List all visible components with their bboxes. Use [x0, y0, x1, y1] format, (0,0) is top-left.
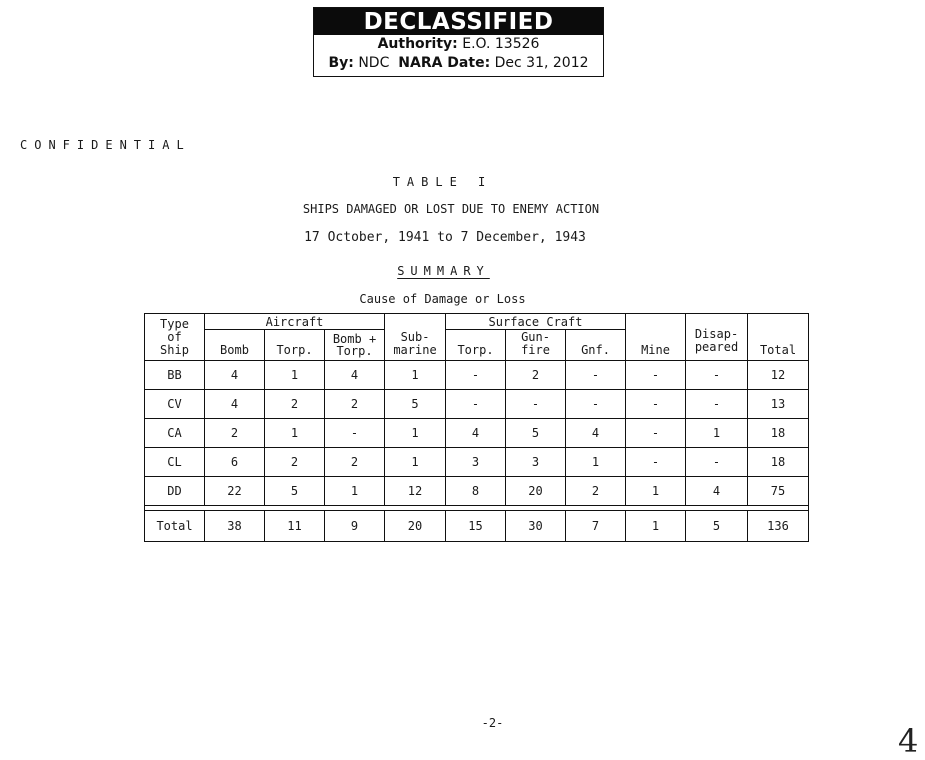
totals-cell: 30 — [506, 511, 566, 542]
totals-row — [145, 511, 809, 542]
table-cell: 5 — [385, 390, 446, 419]
header-total: Total — [748, 314, 809, 361]
table-cell: 18 — [748, 419, 809, 448]
ship-type-cell: CV — [145, 390, 205, 419]
table-cell: 4 — [205, 390, 265, 419]
stamp-authority-line — [314, 35, 603, 54]
header-aircraft-torp: Torp. — [265, 330, 325, 361]
table-cell: 12 — [385, 477, 446, 506]
header-surface-torp: Torp. — [446, 330, 506, 361]
table-cell: 2 — [265, 448, 325, 477]
stamp-by-value: NDC — [358, 55, 390, 71]
table-cell: 2 — [325, 448, 385, 477]
totals-cell: 7 — [566, 511, 626, 542]
table-cell: 3 — [506, 448, 566, 477]
table-cell: 1 — [325, 477, 385, 506]
cause-heading: Cause of Damage or Loss — [359, 292, 526, 306]
totals-cell: 11 — [265, 511, 325, 542]
table-cell: - — [446, 390, 506, 419]
table-cell: - — [686, 448, 748, 477]
table-row — [145, 390, 809, 419]
table-cell: 1 — [385, 419, 446, 448]
table-cell: 2 — [506, 361, 566, 390]
table-row — [145, 448, 809, 477]
totals-cell: 5 — [686, 511, 748, 542]
table-cell: 20 — [506, 477, 566, 506]
table-cell: - — [686, 390, 748, 419]
table-cell: - — [506, 390, 566, 419]
totals-label: Total — [145, 511, 205, 542]
date-range: 17 October, 1941 to 7 December, 1943 — [304, 230, 586, 245]
summary-label: SUMMARY — [397, 264, 490, 278]
table-cell: 2 — [265, 390, 325, 419]
table-cell: 18 — [748, 448, 809, 477]
table-cell: 8 — [446, 477, 506, 506]
table-cell: - — [686, 361, 748, 390]
table-cell: 12 — [748, 361, 809, 390]
header-type-of-ship: Type of Ship — [145, 314, 205, 361]
table-cell: 1 — [265, 419, 325, 448]
totals-cell: 9 — [325, 511, 385, 542]
document-title: SHIPS DAMAGED OR LOST DUE TO ENEMY ACTION — [302, 202, 600, 216]
handwritten-page-mark: 4 — [898, 722, 919, 760]
table-cell: 6 — [205, 448, 265, 477]
table-cell: 4 — [686, 477, 748, 506]
table-cell: 13 — [748, 390, 809, 419]
table-row — [145, 361, 809, 390]
table-cell: - — [626, 419, 686, 448]
table-label: TABLE I — [392, 175, 493, 189]
ship-type-cell: BB — [145, 361, 205, 390]
stamp-nara-value: Dec 31, 2012 — [494, 55, 589, 71]
table-cell: - — [566, 390, 626, 419]
table-cell: 1 — [566, 448, 626, 477]
header-submarine: Sub- marine — [385, 314, 446, 361]
table-cell: 1 — [626, 477, 686, 506]
header-mine: Mine — [626, 314, 686, 361]
summary-heading — [0, 264, 887, 278]
table-cell: 5 — [506, 419, 566, 448]
table-cell: 1 — [385, 448, 446, 477]
header-disappeared: Disap- peared — [686, 314, 748, 361]
stamp-authority-label: Authority: — [377, 36, 458, 52]
header-surface-craft: Surface Craft — [446, 314, 626, 330]
table-cell: 4 — [205, 361, 265, 390]
header-group-row — [145, 314, 809, 330]
table-row — [145, 477, 809, 506]
table-cell: - — [566, 361, 626, 390]
table-cell: 75 — [748, 477, 809, 506]
table-cell: 22 — [205, 477, 265, 506]
table-body — [145, 361, 809, 506]
header-gnf: Gnf. — [566, 330, 626, 361]
ship-type-cell: CA — [145, 419, 205, 448]
table-cell: 3 — [446, 448, 506, 477]
table-row — [145, 419, 809, 448]
table-cell: 2 — [205, 419, 265, 448]
totals-cell: 1 — [626, 511, 686, 542]
declassified-stamp — [313, 7, 604, 77]
table-cell: 1 — [686, 419, 748, 448]
totals-cell: 136 — [748, 511, 809, 542]
table-cell: - — [626, 361, 686, 390]
stamp-by-label: By: — [328, 55, 354, 71]
stamp-authority-value: E.O. 13526 — [462, 36, 540, 52]
table-cell: 4 — [566, 419, 626, 448]
header-aircraft: Aircraft — [205, 314, 385, 330]
table-cell: 2 — [566, 477, 626, 506]
totals-cell: 20 — [385, 511, 446, 542]
totals-cell: 15 — [446, 511, 506, 542]
classification-marking: CONFIDENTIAL — [20, 138, 191, 152]
table-cell: 5 — [265, 477, 325, 506]
totals-cell: 38 — [205, 511, 265, 542]
damage-summary-table — [144, 313, 809, 542]
table-cell: 4 — [325, 361, 385, 390]
ship-type-cell: CL — [145, 448, 205, 477]
header-gunfire: Gun- fire — [506, 330, 566, 361]
stamp-nara-label: NARA Date: — [398, 55, 491, 71]
table-cell: - — [626, 390, 686, 419]
stamp-by-line — [314, 54, 603, 73]
table-cell: - — [626, 448, 686, 477]
table-cell: 4 — [446, 419, 506, 448]
table-cell: 2 — [325, 390, 385, 419]
table-cell: 1 — [265, 361, 325, 390]
ship-type-cell: DD — [145, 477, 205, 506]
page-number: -2- — [481, 716, 504, 730]
table-cell: - — [446, 361, 506, 390]
table-cell: 1 — [385, 361, 446, 390]
header-bomb: Bomb — [205, 330, 265, 361]
table-cell: - — [325, 419, 385, 448]
header-bomb-torp: Bomb + Torp. — [325, 330, 385, 361]
stamp-title: DECLASSIFIED — [314, 8, 603, 35]
